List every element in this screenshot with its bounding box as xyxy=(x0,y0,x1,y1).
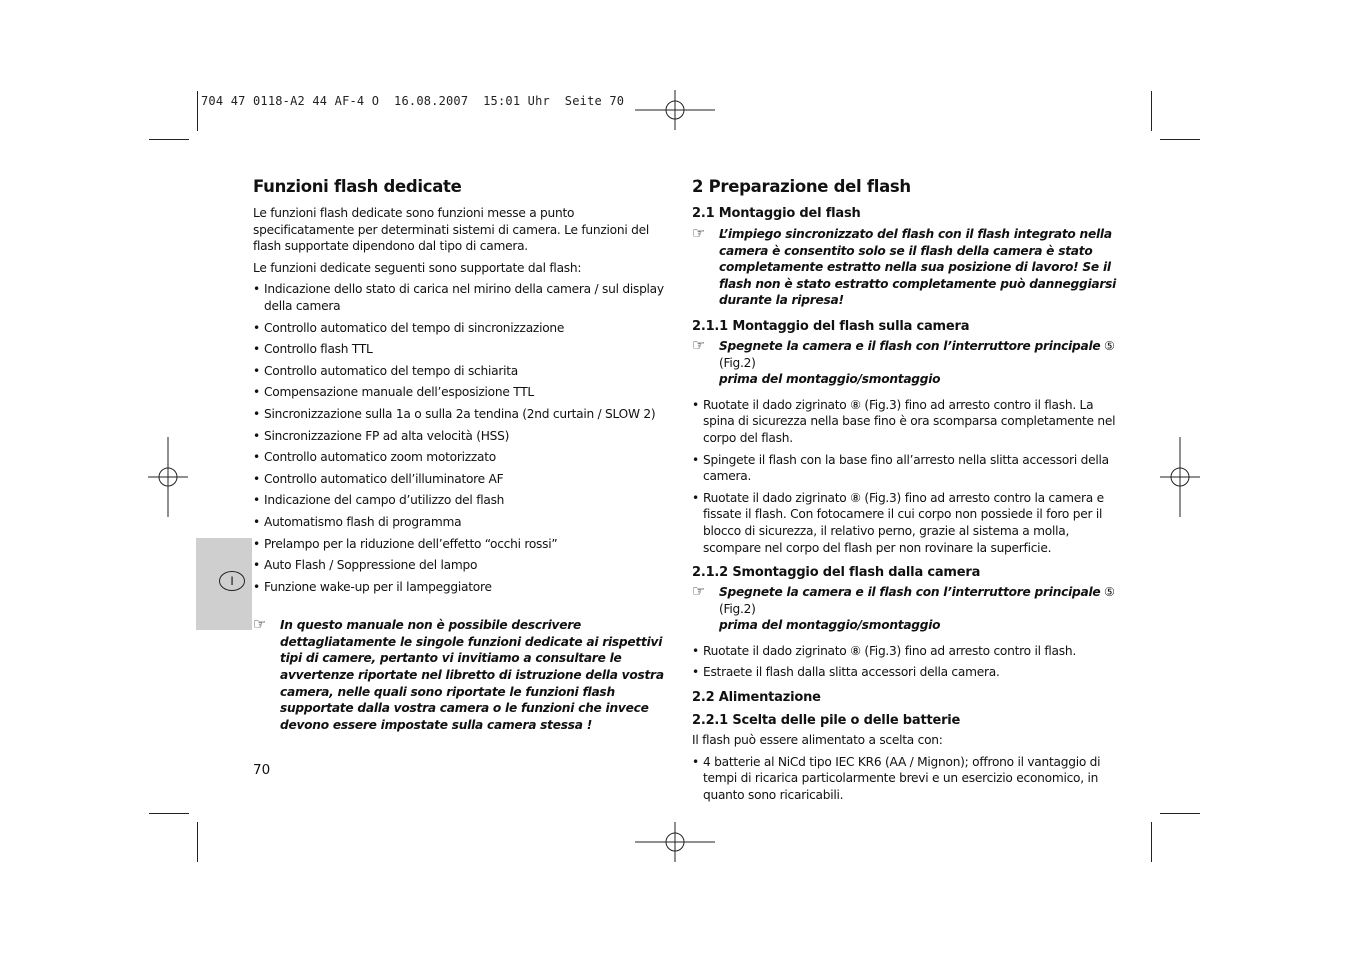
pointing-hand-icon: ☞ xyxy=(253,615,267,634)
registration-mark-bottom xyxy=(635,822,715,862)
list-item: • Automatismo flash di programma xyxy=(253,514,678,531)
list-item: • Ruotate il dado zigrinato ⑧ (Fig.3) fino ad arresto contro il flash. xyxy=(692,643,1117,660)
list-item: • Auto Flash / Soppressione del lampo xyxy=(253,557,678,574)
power-intro: Il flash può essere alimentato a scelta con: xyxy=(692,733,943,748)
pointing-hand-icon: ☞ xyxy=(692,335,706,354)
registration-mark-top xyxy=(635,90,715,130)
list-item: • Controllo automatico zoom motorizzato xyxy=(253,449,678,466)
list-item: • Sincronizzazione sulla 1a o sulla 2a tendina (2nd curtain / SLOW 2) xyxy=(253,406,678,423)
list-item: • Estraete il flash dalla slitta accessori della camera. xyxy=(692,664,1117,681)
heading-2-2-1: 2.2.1 Scelta delle pile o delle batterie xyxy=(692,713,961,729)
page-number: 70 xyxy=(253,762,271,778)
pointing-hand-icon: ☞ xyxy=(692,224,706,242)
list-item: • Controllo automatico del tempo di schiarita xyxy=(253,363,678,380)
registration-mark-left xyxy=(148,437,188,517)
switch-off-text-2: Spegnete la camera e il flash con l’interruttore principale xyxy=(719,585,1101,600)
list-item: • Controllo automatico del tempo di sincronizzazione xyxy=(253,320,678,337)
sync-warning-text: L’impiego sincronizzato del flash con il flash integrato nella camera è consentito solo se il flash della camera è stato completamente estratto nella sua posizione di lavoro! Se il flash non è stato estratto completamente può danneggiarsi durante la ripresa! xyxy=(719,227,1117,308)
dedicated-functions-list xyxy=(253,281,678,595)
switch-off-text: Spegnete la camera e il flash con l’interruttore principale xyxy=(719,338,1101,353)
heading-2-1-2: 2.1.2 Smontaggio del flash dalla camera xyxy=(692,565,981,581)
section-title-preparation: 2 Preparazione del flash xyxy=(692,177,911,196)
removal-steps-list xyxy=(692,643,1117,681)
switch-off-when: prima del montaggio/smontaggio xyxy=(719,372,941,387)
switch-off-ref: ⑤ (Fig.2) xyxy=(719,338,1115,370)
list-item: • Controllo flash TTL xyxy=(253,341,678,358)
list-intro: Le funzioni dedicate seguenti sono supportate dal flash: xyxy=(253,260,582,275)
print-slug: 704 47 0118-A2 44 AF-4 O 16.08.2007 15:01 Uhr Seite 70 xyxy=(201,94,625,108)
switch-off-note-2 xyxy=(692,584,1117,634)
list-item: • Prelampo per la riduzione dell’effetto “occhi rossi” xyxy=(253,536,678,553)
left-column xyxy=(253,176,678,742)
pointing-hand-icon: ☞ xyxy=(692,582,706,601)
list-item: • Controllo automatico dell’illuminatore AF xyxy=(253,471,678,488)
heading-2-1-1: 2.1.1 Montaggio del flash sulla camera xyxy=(692,318,970,334)
language-label: I xyxy=(219,571,245,591)
switch-off-when-2: prima del montaggio/smontaggio xyxy=(719,618,941,633)
switch-off-ref-2: ⑤ (Fig.2) xyxy=(719,585,1115,616)
manual-note xyxy=(253,617,678,733)
switch-off-note xyxy=(692,335,1117,388)
section-title-dedicated-functions: Funzioni flash dedicate xyxy=(253,177,462,196)
battery-options-list xyxy=(692,754,1117,804)
right-column xyxy=(692,176,1117,808)
language-tab xyxy=(196,538,252,630)
heading-2-2: 2.2 Alimentazione xyxy=(692,690,821,706)
intro-paragraph: Le funzioni flash dedicate sono funzioni messe a punto specificatamente per determinati sistemi di camera. Le funzioni del flash supportate dipendono dal tipo di camera. xyxy=(253,206,649,254)
list-item: • Spingete il flash con la base fino all’arresto nella slitta accessori della camera. xyxy=(692,452,1117,485)
list-item: • Sincronizzazione FP ad alta velocità (HSS) xyxy=(253,428,678,445)
registration-mark-right xyxy=(1160,437,1200,517)
sync-warning-note xyxy=(692,226,1117,309)
list-item: • Indicazione del campo d’utilizzo del flash xyxy=(253,492,678,509)
mounting-steps-list xyxy=(692,397,1117,556)
list-item: • Ruotate il dado zigrinato ⑧ (Fig.3) fino ad arresto contro la camera e fissate il flash. Con fotocamere il cui corpo non possiede il foro per il blocco di sicurezza, il relativo perno, grazie al sistema a molla, scompare nel corpo del flash per non rovinare la superficie. xyxy=(692,490,1117,556)
list-item: • 4 batterie al NiCd tipo IEC KR6 (AA / Mignon); offrono il vantaggio di tempi di ricarica particolarmente brevi e un esercizio economico, in quanto sono ricaricabili. xyxy=(692,754,1117,804)
manual-note-text: In questo manuale non è possibile descrivere dettagliatamente le singole funzioni dedicate ai rispettivi tipi di camere, pertanto vi invitiamo a consultare le avvertenze riportate nel libretto di istruzione della vostra camera, nelle quali sono riportate le funzioni flash supportate dalla vostra camera o le funzioni che invece devono essere impostate sulla camera stessa ! xyxy=(280,618,664,732)
list-item: • Funzione wake-up per il lampeggiatore xyxy=(253,579,678,596)
list-item: • Indicazione dello stato di carica nel mirino della camera / sul display della camera xyxy=(253,281,678,314)
list-item: • Compensazione manuale dell’esposizione TTL xyxy=(253,384,678,401)
list-item: • Ruotate il dado zigrinato ⑧ (Fig.3) fino ad arresto contro il flash. La spina di sicurezza nella base fino è ora scomparsa completamente nel corpo del flash. xyxy=(692,397,1117,447)
heading-2-1: 2.1 Montaggio del flash xyxy=(692,206,861,221)
